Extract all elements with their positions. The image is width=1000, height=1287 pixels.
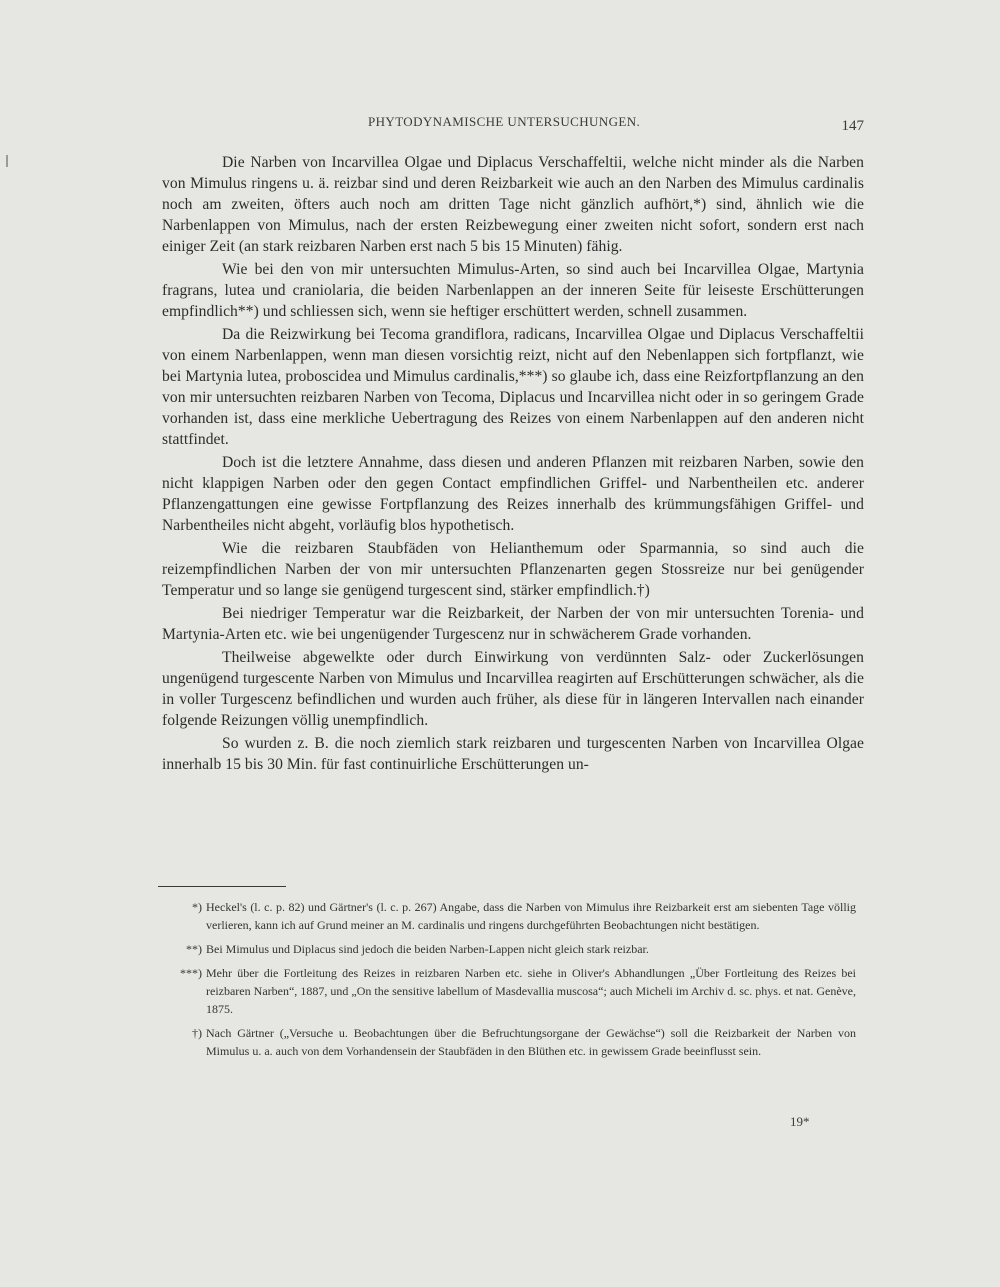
footnote-text: Heckel's (l. c. p. 82) und Gärtner's (l. c. p. 267) Angabe, dass die Narben von Mimulus ihre Reizbarkeit erst am siebenten Tage völlig verlieren, kann ich auf Grund meiner an M. cardinalis und ringens durchgeführten Beobachtungen nicht bestätigen. [206, 900, 856, 932]
body-text [162, 152, 864, 777]
paragraph: Bei niedriger Temperatur war die Reizbarkeit, der Narben der von mir untersuchten Torenia- und Martynia-Arten etc. wie bei ungenügender Turgescenz nur in schwächerem Grade vorhanden. [162, 605, 864, 643]
paragraph: Wie bei den von mir untersuchten Mimulus-Arten, so sind auch bei Incarvillea Olgae, Martynia fragrans, lutea und craniolaria, die beiden Narbenlappen an der inneren Seite für leiseste Erschütterungen empfindlich**) und schliessen sich, wenn sie heftiger erschüttert werden, schnell zusammen. [162, 261, 864, 320]
signature-mark: 19* [790, 1114, 810, 1129]
footnote-mark: *) [192, 900, 202, 914]
footnotes [162, 898, 856, 1066]
page-number: 147 [841, 118, 864, 134]
footnote-separator [158, 886, 286, 887]
page-header [162, 108, 864, 138]
footnote [162, 898, 856, 934]
paragraph: So wurden z. B. die noch ziemlich stark reizbaren und turgescenten Narben von Incarvillea Olgae innerhalb 15 bis 30 Min. für fast continuirliche Erschütterungen un- [162, 735, 864, 773]
footnote [162, 940, 856, 958]
footnote-text: Mehr über die Fortleitung des Reizes in reizbaren Narben etc. siehe in Oliver's Abhandlungen „Über Fortleitung des Reizes bei reizbaren Narben“, 1887, und „On the sensitive labellum of Masdevallia muscosa“; auch Micheli im Archiv d. sc. phys. et nat. Genève, 1875. [206, 966, 856, 1016]
paragraph: Doch ist die letztere Annahme, dass diesen und anderen Pflanzen mit reizbaren Narben, sowie den nicht klappigen Narben oder den gegen Contact empfindlichen Griffel- und Narbentheilen etc. anderer Pflanzengattungen eine gewisse Fortpflanzung des Reizes innerhalb des krümmungsfähigen Griffel- und Narbentheiles nicht abgeht, vorläufig blos hypothetisch. [162, 454, 864, 534]
running-head: PHYTODYNAMISCHE UNTERSUCHUNGEN. [368, 114, 641, 129]
margin-mark [6, 155, 8, 167]
footnote [162, 964, 856, 1018]
paragraph: Da die Reizwirkung bei Tecoma grandiflora, radicans, Incarvillea Olgae und Diplacus Verschaffeltii von einem Narbenlappen, wenn man diesen vorsichtig reizt, nicht auf den Nebenlappen sich fortpflanzt, wie bei Martynia lutea, proboscidea und Mimulus cardinalis,***) so glaube ich, dass eine Reizfortpflanzung an den von mir untersuchten reizbaren Narben von Tecoma, Diplacus und Incarvillea nicht oder in so geringem Grade vorhanden ist, dass eine merkliche Uebertragung des Reizes von einem Narbenlappen auf den anderen nicht stattfindet. [162, 326, 864, 448]
footnote-mark: **) [186, 942, 202, 956]
footnote-text: Bei Mimulus und Diplacus sind jedoch die beiden Narben-Lappen nicht gleich stark reizbar. [206, 942, 649, 956]
footnote-mark: ***) [180, 966, 202, 980]
footnote [162, 1024, 856, 1060]
paragraph: Wie die reizbaren Staubfäden von Helianthemum oder Sparmannia, so sind auch die reizempfindlichen Narben der von mir untersuchten Pflanzenarten gegen Stossreize nur bei genügender Temperatur und so lange sie genügend turgescent sind, stärker empfindlich.†) [162, 540, 864, 599]
paragraph: Theilweise abgewelkte oder durch Einwirkung von verdünnten Salz- oder Zuckerlösungen ungenügend turgescente Narben von Mimulus und Incarvillea reagirten auf Erschütterungen schwächer, als die in voller Turgescenz befindlichen und wurden auch früher, als diese für in längeren Intervallen nach einander folgende Reizungen völlig unempfindlich. [162, 649, 864, 729]
footnote-mark: †) [192, 1026, 202, 1040]
footnote-text: Nach Gärtner („Versuche u. Beobachtungen über die Befruchtungsorgane der Gewächse“) soll die Reizbarkeit der Narben von Mimulus u. a. auch von dem Vorhandensein der Staubfäden in den Blüthen etc. in gewissem Grade beeinflusst sein. [206, 1026, 856, 1058]
paragraph: Die Narben von Incarvillea Olgae und Diplacus Verschaffeltii, welche nicht minder als die Narben von Mimulus ringens u. ä. reizbar sind und deren Reizbarkeit wie auch an den Narben des Mimulus cardinalis noch am zweiten, öfters auch noch am dritten Tage nicht gänzlich aufhört,*) sind, ähnlich wie die Narbenlappen von Mimulus, nach der ersten Reizbewegung einer zweiten nicht sofort, sondern erst nach einiger Zeit (an stark reizbaren Narben erst nach 5 bis 15 Minuten) fähig. [162, 154, 864, 255]
